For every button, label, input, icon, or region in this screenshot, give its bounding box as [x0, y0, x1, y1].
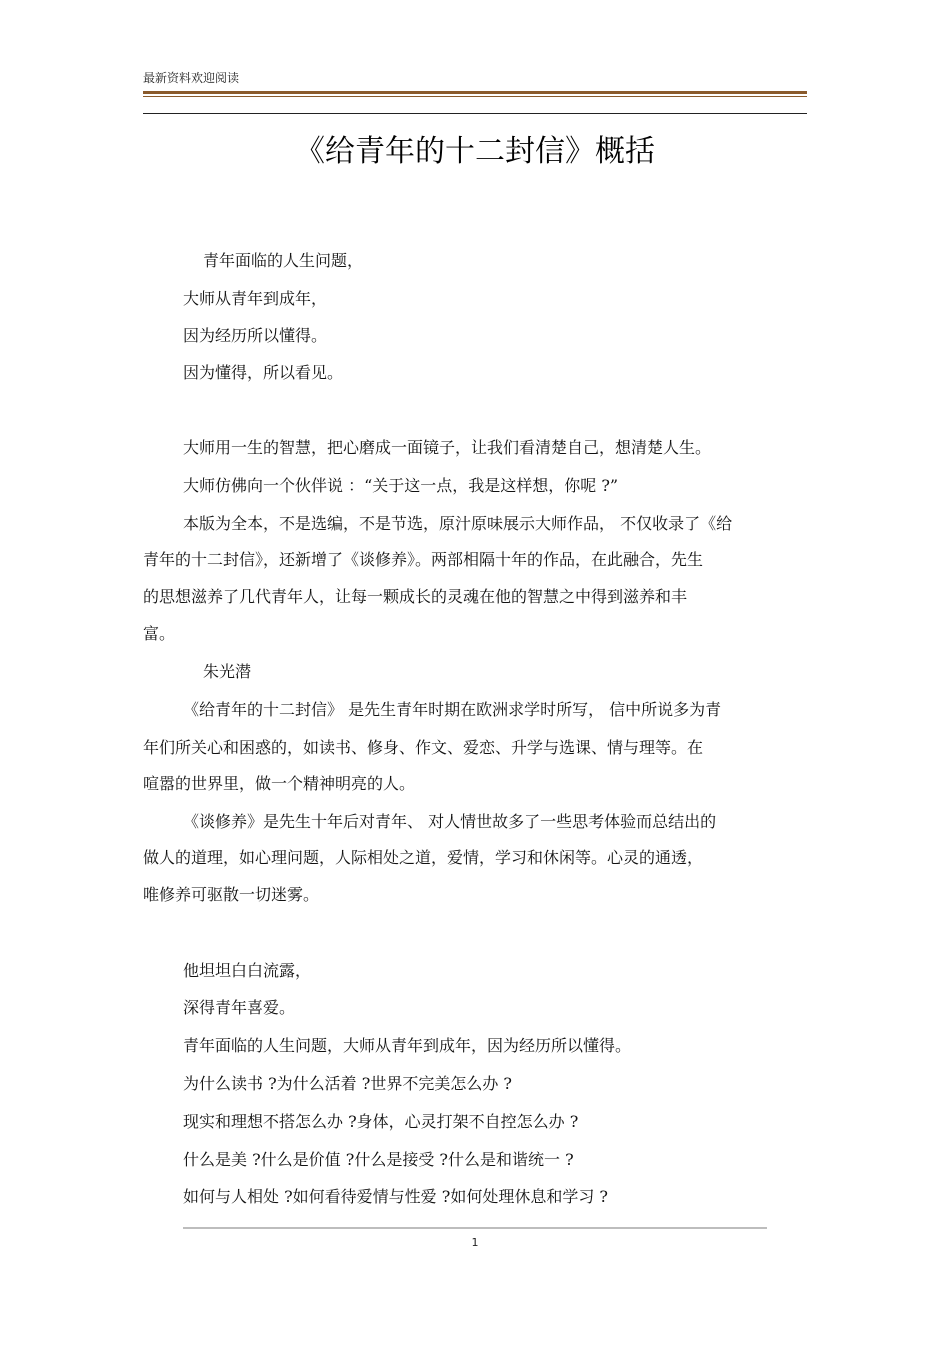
text-line: 深得青年喜爱。 [183, 998, 296, 1017]
footer-rule [183, 1227, 767, 1229]
text-line: 富。 [143, 624, 176, 643]
text-line: 大师仿佛向一个伙伴说 ：“关于这一点，我是这样想，你呢 ?” [183, 476, 619, 495]
text-line: 的思想滋养了几代青年人，让每一颗成长的灵魂在他的智慧之中得到滋养和丰 [143, 587, 688, 606]
text-line: 做人的道理，如心理问题，人际相处之道，爱情，学习和休闲等。心灵的通透， [143, 848, 704, 867]
page-title: 《给青年的十二封信》概括 [295, 134, 655, 169]
text-line: 现实和理想不搭怎么办 ?身体，心灵打架不自控怎么办 ? [183, 1112, 579, 1131]
page-number: 1 [471, 1236, 479, 1249]
text-line: 因为经历所以懂得。 [183, 326, 328, 345]
text-line: 因为懂得，所以看见。 [183, 363, 344, 382]
author-name: 朱光潜 [203, 662, 252, 681]
text-line: 为什么读书 ?为什么活着 ?世界不完美怎么办 ? [183, 1074, 512, 1093]
text-line: 青年面临的人生问题，大师从青年到成年，因为经历所以懂得。 [183, 1036, 632, 1055]
text-line: 《给青年的十二封信》 是先生青年时期在欧洲求学时所写， 信中所说多为青 [183, 700, 722, 719]
text-line: 唯修养可驱散一切迷雾。 [143, 885, 320, 904]
text-line: 本版为全本，不是选编，不是节选，原汁原味展示大师作品， 不仅收录了《给 [183, 514, 733, 533]
text-line: 什么是美 ?什么是价值 ?什么是接受 ?什么是和谐统一 ? [183, 1150, 574, 1169]
text-line: 青年的十二封信》，还新增了《谈修养》。两部相隔十年的作品，在此融合，先生 [143, 550, 704, 569]
text-line: 年们所关心和困惑的，如读书、修身、作文、爱恋、升学与选课、情与理等。在 [143, 738, 704, 757]
text-line: 他坦坦白白流露， [183, 961, 312, 980]
text-line: 大师从青年到成年， [183, 289, 328, 308]
header-text: 最新资料欢迎阅读 [143, 71, 240, 85]
text-line: 如何与人相处 ?如何看待爱情与性爱 ?如何处理休息和学习 ? [183, 1187, 608, 1206]
text-line: 青年面临的人生问题， [203, 251, 364, 270]
text-line: 《谈修养》是先生十年后对青年、 对人情世故多了一些思考体验而总结出的 [183, 812, 717, 831]
header-rule-dark [143, 113, 807, 114]
text-line: 大师用一生的智慧，把心磨成一面镜子，让我们看清楚自己，想清楚人生。 [183, 438, 712, 457]
header-rule-thin [143, 96, 807, 97]
text-line: 喧嚣的世界里，做一个精神明亮的人。 [143, 774, 416, 793]
header-rule-thick [143, 91, 807, 94]
